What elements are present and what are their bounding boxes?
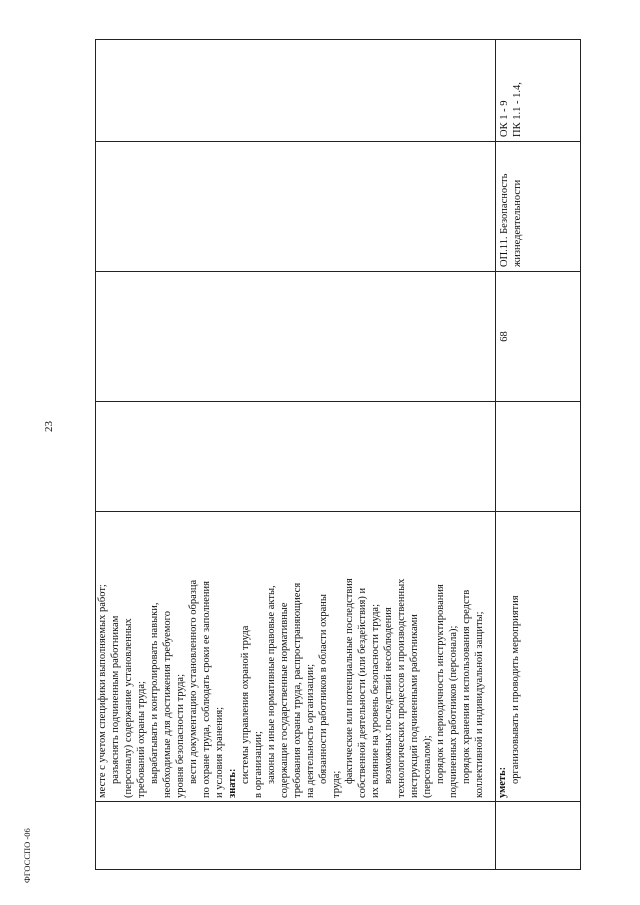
index-cell-empty [496,802,581,870]
content-line: обязанности работников в области охраны [318,594,329,784]
content-lines [96,516,486,798]
content-line: (персоналу) содержание установленных [123,618,134,798]
content-line: (персоналом); [422,735,433,798]
content-line: и условия хранения; [214,706,225,798]
content-line: требования охраны труда, распространяющиеся [292,582,303,798]
footer-code: ФГОССПО -06 [22,828,32,883]
discipline-line-1: ОП.11. Безопасность [499,173,510,267]
competency-table [95,40,580,870]
max-load-cell-empty [96,402,496,512]
content-line: необходимые для достижения требуемого [162,611,173,798]
hours-cell [496,272,581,402]
hours-value: 68 [499,331,510,342]
content-line: законы и иные нормативные правовые акты, [266,585,277,784]
hours-cell-empty [96,272,496,402]
content-line: вырабатывать и контролировать навыки, [149,602,160,784]
content-line: возможных последствий несоблюдения [383,607,394,784]
competency-line-1: ОК 1 - 9 [499,100,510,137]
content-line: коллективной и индивидуальной защиты; [474,611,485,798]
competency-line-2: ПК 1.1 - 1.4, [512,82,523,137]
competency-cell-empty [96,40,496,142]
content-line: содержащие государственные нормативные [279,602,290,798]
content-line: собственной деятельности (или бездействия) и [357,587,368,798]
content-line: технологических процессов и производственных [396,578,407,798]
index-cell-empty [96,802,496,870]
content-line: уровня безопасности труда; [175,673,186,798]
content-line: по охране труда, соблюдать сроки ее заполнения [201,581,212,798]
page-number: 23 [43,421,55,432]
content-line: месте с учетом специфики выполняемых работ; [97,584,108,798]
table-row [496,40,581,870]
content-line: порядок хранения и использования средств [461,589,472,784]
content-line: системы управления охраной труда [240,625,251,784]
table-row [96,40,496,870]
content-line: инструкций подчиненными работниками [409,614,420,798]
umet-cell [496,512,581,802]
max-load-cell [496,402,581,512]
discipline-cell-empty [96,142,496,272]
content-line: подчиненных работников (персонала); [448,625,459,798]
content-line: фактические или потенциальные последствия [344,578,355,784]
content-cell [96,512,496,802]
content-line: на деятельность организации; [305,663,316,798]
content-line: знать: [227,768,238,798]
umet-label: уметь: [497,766,508,798]
discipline-cell [496,142,581,272]
discipline-line-2: жизнедеятельности [512,179,523,267]
content-line: порядок и периодичность инструктирования [435,584,446,784]
content-line: разъяснять подчиненным работникам [110,615,121,784]
umet-first-line: организовывать и проводить мероприятия [510,595,521,784]
content-line: в организации; [253,731,264,798]
content-line: их влияние на уровень безопасности труда; [370,604,381,798]
competency-cell [496,40,581,142]
content-line: вести документацию установленного образца [188,579,199,784]
content-line: требований охраны труда; [136,681,147,798]
content-line: труда; [331,770,342,798]
